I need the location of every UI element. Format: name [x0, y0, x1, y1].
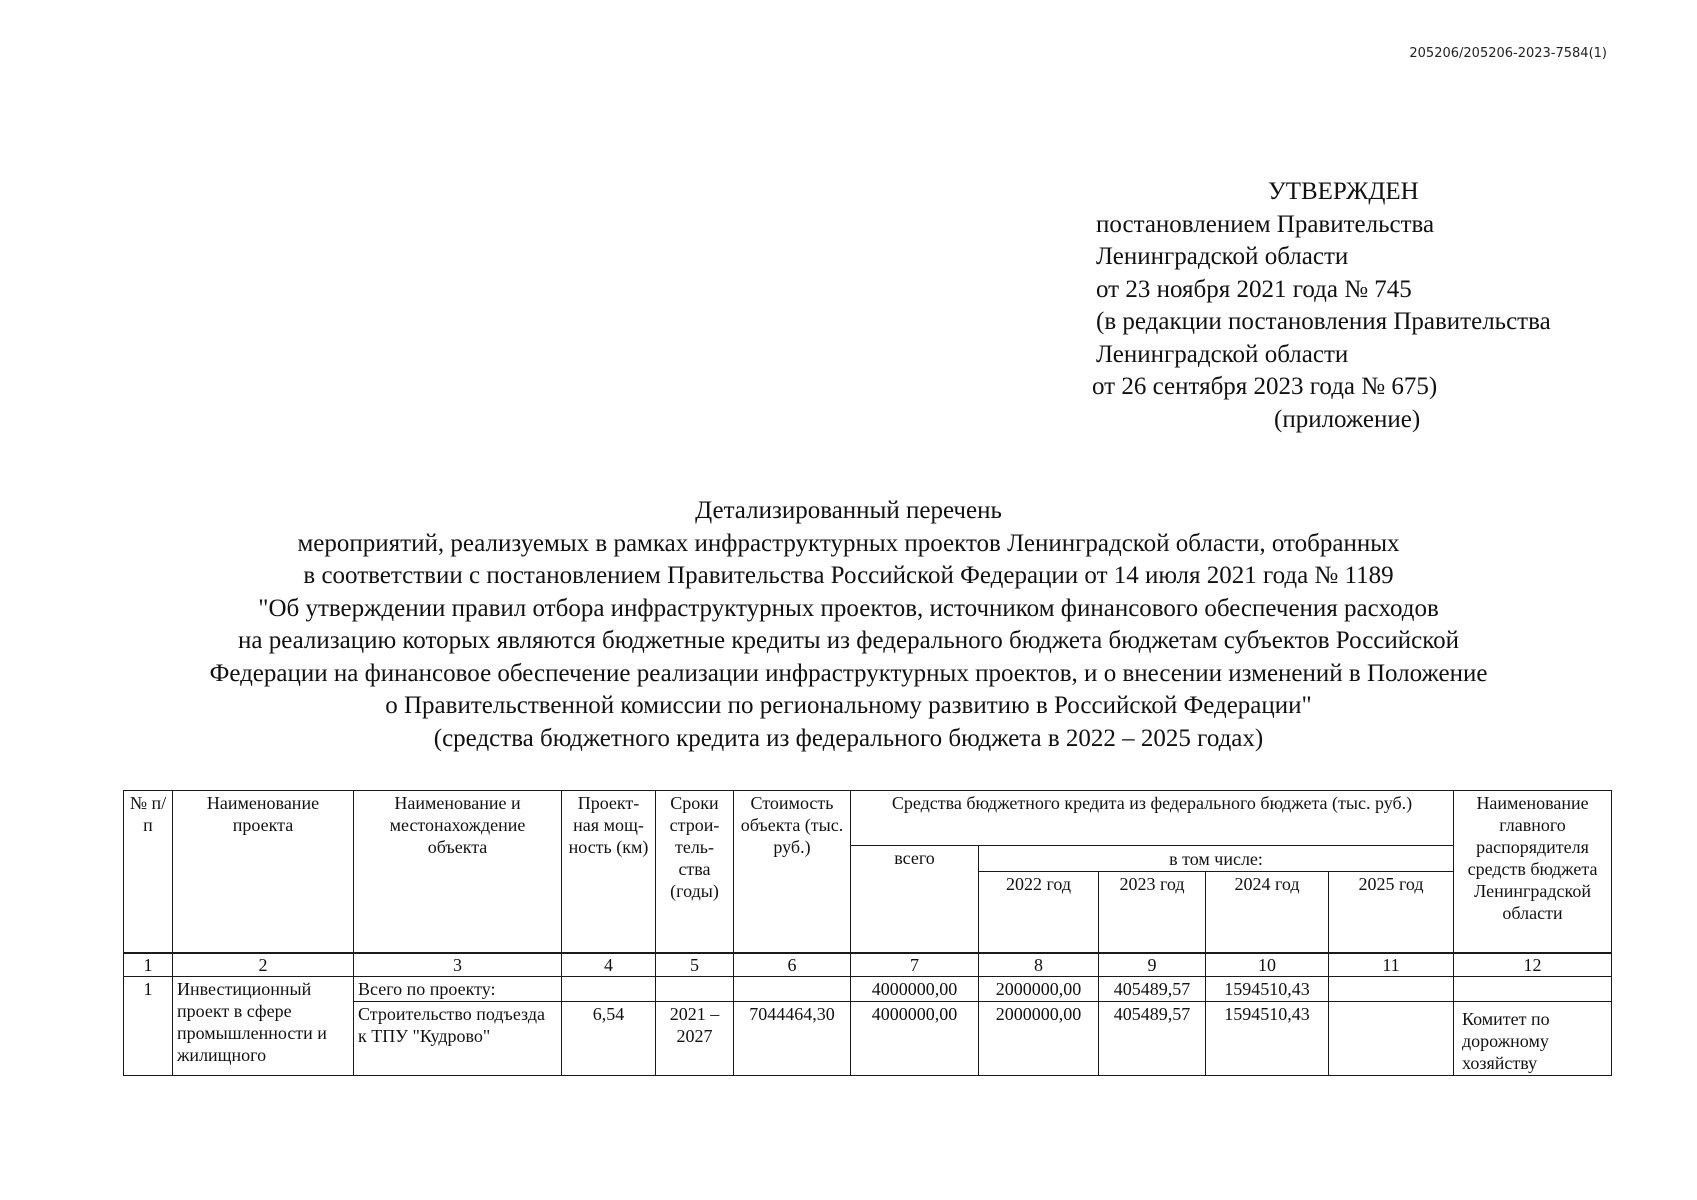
- object-cost: 7044464,30: [734, 1002, 851, 1076]
- header-capacity: Проект-ная мощ-ность (км): [562, 791, 656, 954]
- approval-line: Ленинградской области: [1096, 243, 1349, 270]
- column-number: 10: [1206, 953, 1329, 977]
- empty-cell: [1454, 977, 1612, 1002]
- title-line: мероприятий, реализуемых в рамках инфраструктурных проектов Ленинградской области, отобранных: [297, 529, 1400, 557]
- column-number: 8: [979, 953, 1099, 977]
- empty-cell: [656, 977, 734, 1002]
- column-number: 9: [1099, 953, 1206, 977]
- object-2024: 1594510,43: [1206, 1002, 1329, 1076]
- title-line: о Правительственной комиссии по региональному развитию в Российской Федерации": [385, 692, 1312, 719]
- approval-stamp: [1088, 176, 1551, 436]
- title-line: (средства бюджетного кредита из федерального бюджета в 2022 – 2025 годах): [433, 724, 1264, 752]
- empty-cell: [1329, 977, 1454, 1002]
- header-2025: 2025 год: [1329, 872, 1454, 954]
- empty-cell: [562, 977, 656, 1002]
- object-total: 4000000,00: [851, 1002, 979, 1076]
- column-number: 6: [734, 953, 851, 977]
- header-2024: 2024 год: [1206, 872, 1329, 954]
- approval-line: от 26 сентября 2023 года № 675): [1092, 373, 1438, 400]
- header-credit: Средства бюджетного кредита из федерального бюджета (тыс. руб.): [851, 791, 1454, 846]
- budget-manager: Комитет по дорожному хозяйству: [1454, 1002, 1612, 1076]
- header-project: Наименование проекта: [173, 791, 354, 954]
- approval-line: постановлением Правительства: [1096, 210, 1435, 238]
- header-object: Наименование и местонахождение объекта: [354, 791, 562, 954]
- approval-line: от 23 ноября 2021 года № 745: [1096, 275, 1412, 303]
- title-line: Федерации на финансовое обеспечение реализации инфраструктурных проектов, и о внесении изменений в Положение: [209, 659, 1488, 687]
- capacity-value: 6,54: [562, 1002, 656, 1076]
- approval-line: (в редакции постановления Правительства: [1096, 308, 1551, 335]
- header-terms: Сроки строи-тель-ства (годы): [656, 791, 734, 954]
- empty-cell: [734, 977, 851, 1002]
- empty-cell: [1329, 1002, 1454, 1076]
- title-line: "Об утверждении правил отбора инфраструктурных проектов, источником финансового обеспечения расходов: [258, 594, 1439, 622]
- document-title: [0, 495, 1697, 755]
- total-2024: 1594510,43: [1206, 977, 1329, 1002]
- column-number: 4: [562, 953, 656, 977]
- header-manager: Наименование главного распорядителя средств бюджета Ленинградской области: [1454, 791, 1612, 954]
- object-name: Строительство подъезда к ТПУ "Кудрово": [354, 1002, 562, 1076]
- header-row: [124, 791, 1612, 846]
- title-line: в соответствии с постановлением Правительства Российской Федерации от 14 июля 2021 года № 1189: [303, 562, 1394, 589]
- column-number: 11: [1329, 953, 1454, 977]
- column-numbers-row: [124, 953, 1612, 977]
- approval-line: (приложение): [1274, 405, 1421, 433]
- header-cost: Стоимость объекта (тыс. руб.): [734, 791, 851, 954]
- document-id: 205206/205206-2023-7584(1): [1409, 46, 1607, 61]
- column-number: 7: [851, 953, 979, 977]
- object-2023: 405489,57: [1099, 1002, 1206, 1076]
- total-label: Всего по проекту:: [354, 977, 562, 1002]
- column-number: 3: [354, 953, 562, 977]
- project-name: Инвестиционный проект в сфере промышленности и жилищного: [173, 977, 354, 1076]
- title-line: на реализацию которых являются бюджетные кредиты из федерального бюджета бюджетам субъектов Российской: [237, 627, 1460, 654]
- total-2022: 2000000,00: [979, 977, 1099, 1002]
- approval-line: Ленинградской области: [1096, 340, 1349, 368]
- measures-table: [123, 790, 1612, 1076]
- approval-heading: УТВЕРЖДЕН: [1268, 178, 1419, 205]
- object-2022: 2000000,00: [979, 1002, 1099, 1076]
- table-row: [124, 977, 1612, 1002]
- column-number: 2: [173, 953, 354, 977]
- construction-terms: 2021 – 2027: [656, 1002, 734, 1076]
- row-number: 1: [124, 977, 173, 1076]
- column-number: 1: [124, 953, 173, 977]
- column-number: 5: [656, 953, 734, 977]
- title-line: Детализированный перечень: [695, 497, 1002, 524]
- header-2023: 2023 год: [1099, 872, 1206, 954]
- total-sum: 4000000,00: [851, 977, 979, 1002]
- total-2023: 405489,57: [1099, 977, 1206, 1002]
- column-number: 12: [1454, 953, 1612, 977]
- header-num: № п/п: [124, 791, 173, 954]
- header-2022: 2022 год: [979, 872, 1099, 954]
- header-total: всего: [851, 846, 979, 954]
- header-including: в том числе:: [979, 846, 1454, 872]
